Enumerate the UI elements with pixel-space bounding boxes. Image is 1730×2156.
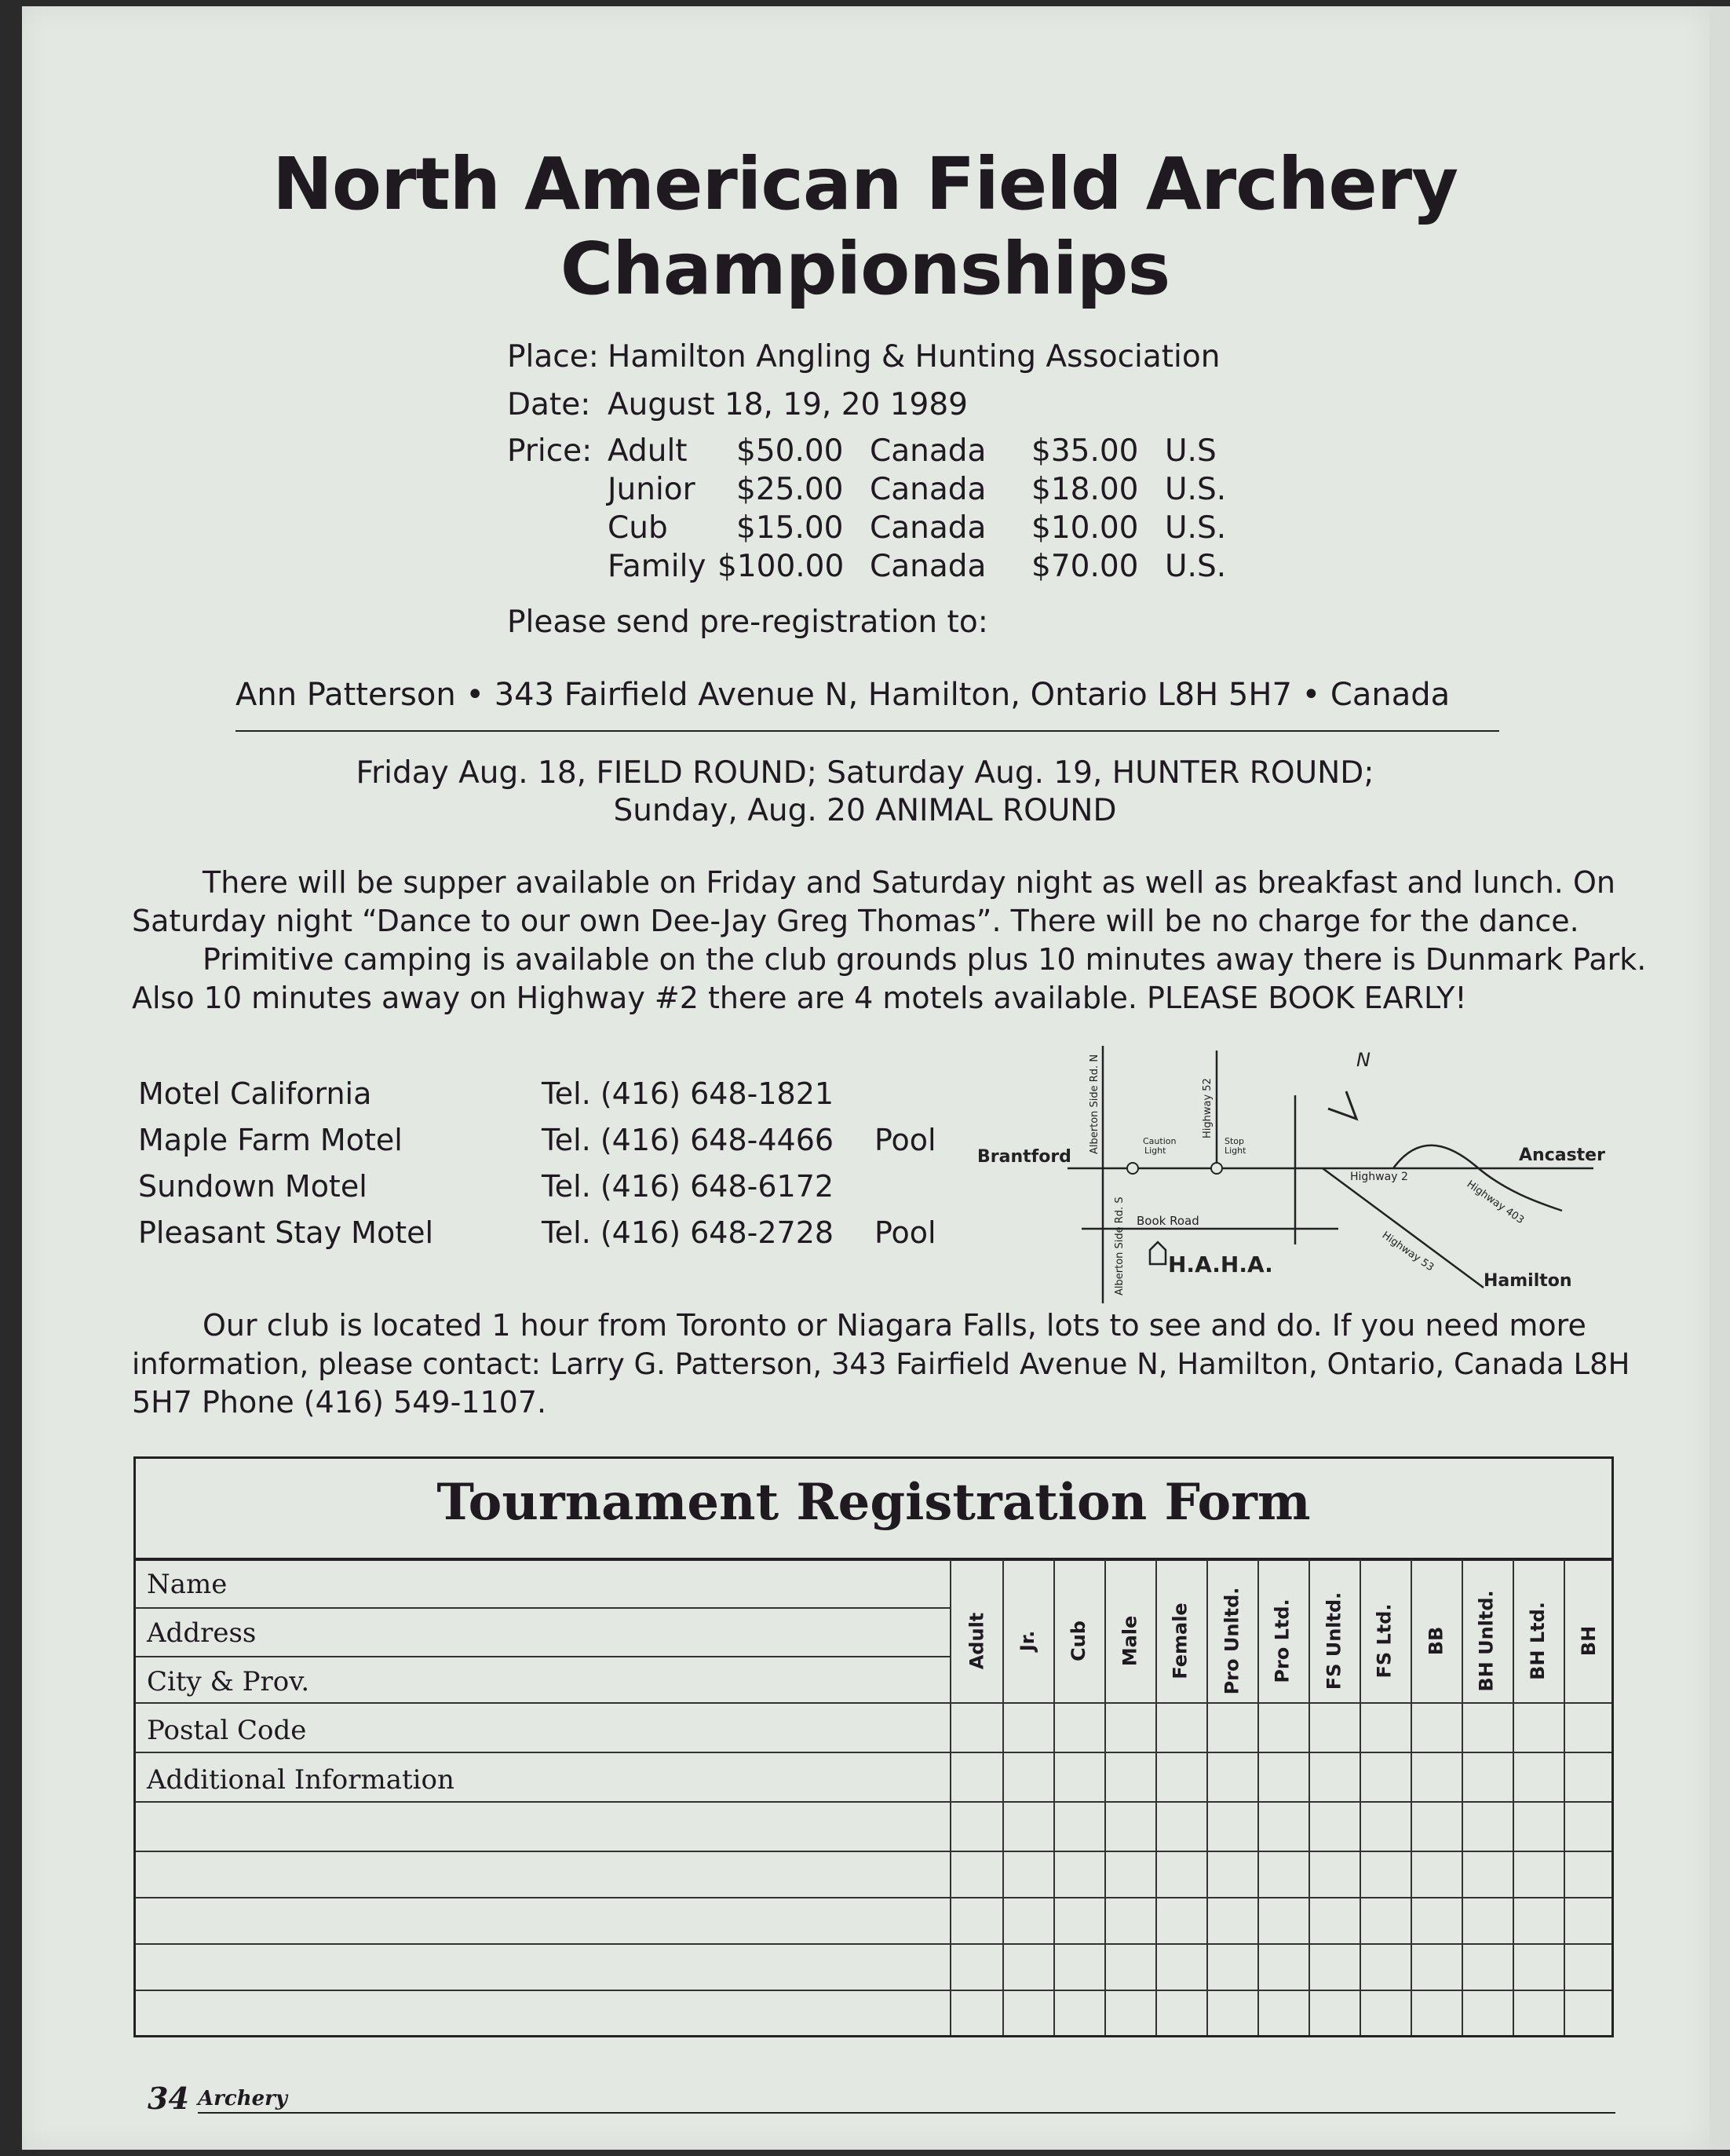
price-us-amount: $70.00	[1031, 549, 1139, 584]
registration-form	[133, 1456, 1614, 2037]
date-label: Date:	[507, 387, 591, 422]
page-edge	[1710, 6, 1730, 2150]
map-label-hamilton: Hamilton	[1484, 1271, 1572, 1291]
paragraph-text: 5H7 Phone (416) 549-1107.	[132, 1385, 547, 1420]
motel-extra: Pool	[874, 1215, 936, 1250]
form-title: Tournament Registration Form	[436, 1473, 1311, 1532]
place-value: Hamilton Angling & Hunting Association	[608, 339, 1221, 375]
price-us-amount: $18.00	[1031, 472, 1139, 507]
column-header-adult: Adult	[965, 1612, 988, 1670]
paragraph-text: Saturday night “Dance to our own Dee-Jay Greg Thomas”. There will be no charge for the dance.	[132, 904, 1579, 938]
column-header-bb: BB	[1425, 1626, 1447, 1656]
house-icon	[1150, 1242, 1166, 1264]
price-canada-label: Canada	[870, 472, 987, 507]
column-header-pro-ltd: Pro Ltd.	[1272, 1599, 1294, 1683]
paragraph-text: Also 10 minutes away on Highway #2 there are 4 motels available. PLEASE BOOK EARLY!	[132, 981, 1467, 1015]
price-canada-label: Canada	[870, 433, 987, 469]
field-label-city: City & Prov.	[147, 1666, 310, 1697]
price-canada-label: Canada	[870, 510, 987, 546]
prereg-address: Ann Patterson • 343 Fairfield Avenue N, Hamilton, Ontario L8H 5H7 • Canada	[235, 677, 1451, 713]
price-us-amount: $10.00	[1031, 510, 1139, 546]
page-title-line2: Championships	[560, 227, 1170, 311]
column-header-jr: Jr.	[1016, 1630, 1038, 1652]
column-header-female: Female	[1170, 1602, 1192, 1679]
map-label-highway52: Highway 52	[1202, 1078, 1214, 1138]
map-label-alberton-s: Alberton Side Rd. S	[1114, 1197, 1126, 1295]
price-canada-amount: $50.00	[736, 433, 844, 469]
price-label: Price:	[507, 433, 593, 469]
map-label-highway2: Highway 2	[1350, 1171, 1408, 1183]
magazine-name: Archery	[198, 2087, 287, 2110]
column-header-cub: Cub	[1067, 1621, 1089, 1661]
motel-phone: Tel. (416) 648-1821	[542, 1076, 834, 1111]
map-label-brantford: Brantford	[977, 1147, 1071, 1167]
paragraph-text: There will be supper available on Friday and Saturday night as well as breakfast and lunch. On	[203, 865, 1615, 900]
map-label-north: N	[1356, 1049, 1370, 1071]
map-label-caution: Caution	[1143, 1136, 1177, 1146]
form-title-divider	[136, 1558, 1611, 1561]
motel-phone: Tel. (416) 648-2728	[542, 1215, 834, 1250]
motel-phone: Tel. (416) 648-6172	[542, 1169, 834, 1204]
column-header-pro-unltd: Pro Unltd.	[1221, 1587, 1243, 1695]
price-us-label: U.S	[1165, 433, 1217, 469]
page-title-line1: North American Field Archery	[272, 142, 1458, 226]
column-header-bh: BH	[1577, 1625, 1600, 1657]
price-canada-amount: $100.00	[717, 549, 845, 584]
date-value: August 18, 19, 20 1989	[608, 387, 968, 422]
map-label-stop: Stop	[1225, 1136, 1245, 1146]
field-label-postal-code: Postal Code	[147, 1715, 307, 1746]
column-header-bh-unltd: BH Unltd.	[1476, 1590, 1498, 1692]
north-arrow-icon	[1328, 1091, 1356, 1119]
column-header-male: Male	[1119, 1615, 1141, 1667]
field-label-address: Address	[147, 1617, 257, 1649]
price-category: Family	[608, 549, 706, 584]
price-canada-amount: $15.00	[736, 510, 844, 546]
row-divider	[136, 1897, 1611, 1898]
price-category: Cub	[608, 510, 668, 546]
paragraph-text: information, please contact: Larry G. Patterson, 343 Fairfield Avenue N, Hamilton, Ontario, Canada L8H	[132, 1347, 1630, 1381]
motel-name: Sundown Motel	[138, 1169, 367, 1204]
row-divider	[136, 1943, 1611, 1945]
row-divider	[136, 1990, 1611, 1991]
row-divider	[136, 1607, 950, 1609]
map-label-highway53: Highway 53	[1379, 1229, 1436, 1274]
schedule-line1: Friday Aug. 18, FIELD ROUND; Saturday Aug. 19, HUNTER ROUND;	[356, 755, 1374, 791]
column-header-fs-ltd: FS Ltd.	[1374, 1603, 1396, 1679]
row-divider	[136, 1851, 1611, 1852]
price-category: Junior	[608, 472, 695, 507]
page-number: 34	[148, 2081, 189, 2116]
column-divider	[950, 1559, 951, 2035]
row-divider	[136, 1752, 1611, 1753]
row-divider	[136, 1656, 950, 1657]
price-us-label: U.S.	[1165, 472, 1227, 507]
location-map	[965, 1036, 1617, 1311]
row-divider	[136, 1801, 1611, 1803]
price-us-amount: $35.00	[1031, 433, 1139, 469]
motel-name: Motel California	[138, 1076, 372, 1111]
price-canada-amount: $25.00	[736, 472, 844, 507]
price-us-label: U.S.	[1165, 510, 1227, 546]
motel-name: Pleasant Stay Motel	[138, 1215, 434, 1250]
place-label: Place:	[507, 339, 599, 375]
prereg-text: Please send pre-registration to:	[507, 605, 988, 640]
schedule-line2: Sunday, Aug. 20 ANIMAL ROUND	[613, 793, 1117, 828]
map-label-stop-light: Light	[1225, 1146, 1246, 1156]
map-label-book-road: Book Road	[1137, 1214, 1199, 1228]
map-label-haha: H.A.H.A.	[1168, 1252, 1273, 1277]
paragraph-text: Our club is located 1 hour from Toronto or Niagara Falls, lots to see and do. If you need more	[203, 1308, 1586, 1343]
paragraph-text: Primitive camping is available on the club grounds plus 10 minutes away there is Dunmark Park.	[203, 942, 1647, 977]
field-label-additional-info: Additional Information	[147, 1764, 454, 1796]
map-label-alberton-n: Alberton Side Rd. N	[1089, 1054, 1100, 1154]
column-header-fs-unltd: FS Unltd.	[1323, 1591, 1345, 1690]
motel-name: Maple Farm Motel	[138, 1123, 403, 1157]
map-label-highway403: Highway 403	[1464, 1178, 1527, 1227]
price-us-label: U.S.	[1165, 549, 1227, 584]
price-canada-label: Canada	[870, 549, 987, 584]
motel-phone: Tel. (416) 648-4466	[542, 1123, 834, 1157]
price-category: Adult	[608, 433, 688, 469]
map-label-caution-light: Light	[1144, 1146, 1166, 1156]
divider	[235, 730, 1499, 732]
column-header-bh-ltd: BH Ltd.	[1527, 1602, 1549, 1680]
map-label-ancaster: Ancaster	[1519, 1146, 1605, 1165]
footer-rule	[198, 2112, 1615, 2114]
motel-extra: Pool	[874, 1123, 936, 1157]
field-label-name: Name	[147, 1569, 228, 1600]
